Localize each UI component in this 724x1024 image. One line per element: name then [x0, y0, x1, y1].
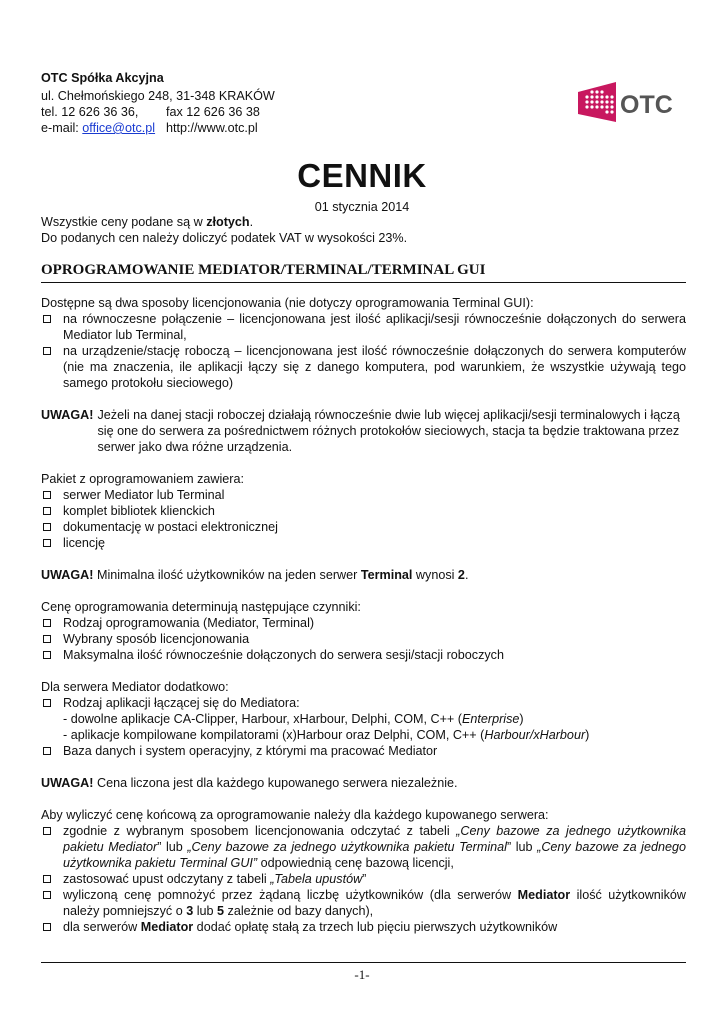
list-item: na urządzenie/stację roboczą – licencjonowana jest ilość równocześnie dołączonych do serwera komputerów (nie ma znaczenia, ile aplikacji łączy się z danego komputera, pod warunkiem, że wszystkie używają tego samego protokołu sieciowego) — [41, 343, 686, 391]
warning-note: UWAGA! Minimalna ilość użytkowników na jeden serwer Terminal wynosi 2. — [41, 568, 469, 582]
warning-label: UWAGA! — [41, 408, 94, 422]
list-item: serwer Mediator lub Terminal — [41, 487, 686, 503]
list-item: zgodnie z wybranym sposobem licencjonowania odczytać z tabeli „Ceny bazowe za jednego użytkownika pakietu Mediator” lub „Ceny bazowe za jednego użytkownika pakietu Terminal” lub „Ceny bazowe za jednego użytkownika pakietu Terminal GUI” odpowiednią cenę bazową licencji, — [41, 823, 686, 871]
list-item: licencję — [41, 535, 686, 551]
section-body — [41, 295, 686, 935]
sub-item: - aplikacje kompilowane kompilatorami (x)Harbour oraz Delphi, COM, C++ (Harbour/xHarbour) — [63, 728, 590, 742]
list-item: Baza danych i system operacyjny, z którymi ma pracować Mediator — [41, 743, 686, 759]
package-list — [41, 487, 686, 551]
logo-text: OTC — [620, 91, 673, 119]
contact-row — [41, 120, 275, 136]
sub-item: - dowolne aplikacje CA-Clipper, Harbour, xHarbour, Delphi, COM, C++ (Enterprise) — [63, 712, 524, 726]
list-item: zastosować upust odczytany z tabeli „Tabela upustów” — [41, 871, 686, 887]
email-label: e-mail: — [41, 121, 83, 135]
factors-list — [41, 615, 686, 663]
email-line — [41, 120, 166, 136]
mediator-lead: Dla serwera Mediator dodatkowo: — [41, 680, 229, 694]
list-item: Rodzaj aplikacji łączącej się do Mediatora: - dowolne aplikacje CA-Clipper, Harbour, xHarbour, Delphi, COM, C++ (Enterprise) - aplikacje kompilowane kompilatorami (x)Harbour oraz Delphi, COM, C++ (Harbour/xHarbour) — [41, 695, 686, 743]
document-date: 01 stycznia 2014 — [314, 200, 410, 214]
otc-logo — [578, 82, 678, 122]
intro-text — [41, 214, 407, 246]
intro-line-2: Do podanych cen należy doliczyć podatek VAT w wysokości 23%. — [41, 231, 408, 245]
page-number: -1- — [354, 967, 370, 982]
otc-logo-graphic — [578, 82, 678, 122]
warning-note: UWAGA! Cena liczona jest dla każdego kupowanego serwera niezależnie. — [41, 776, 458, 790]
licensing-list — [41, 311, 686, 391]
calc-lead: Aby wyliczyć cenę końcową za oprogramowanie należy dla każdego kupowanego serwera: — [41, 808, 549, 822]
list-item: Maksymalna ilość równocześnie dołączonych do serwera sesji/stacji roboczych — [41, 647, 686, 663]
company-name: OTC Spółka Akcyjna — [41, 71, 164, 85]
phone: tel. 12 626 36 36, — [41, 105, 139, 119]
email-link[interactable]: office@otc.pl — [82, 121, 156, 135]
footer-divider — [41, 962, 686, 963]
mediator-list — [41, 695, 686, 759]
calc-list — [41, 823, 686, 935]
list-item: Rodzaj oprogramowania (Mediator, Terminal) — [41, 615, 686, 631]
list-item: dokumentację w postaci elektronicznej — [41, 519, 686, 535]
package-lead: Pakiet z oprogramowaniem zawiera: — [41, 472, 244, 486]
document-title: CENNIK — [297, 157, 427, 194]
warning-text: Jeżeli na danej stacji roboczej działają równocześnie dwie lub więcej aplikacji/sesji terminalowych i łączą się one do serwera za pośrednictwem różnych protokołów sieciowych, stacja ta będzie traktowana przez serwer jako dwa różne urządzenia. — [97, 408, 680, 454]
list-item: Wybrany sposób licencjonowania — [41, 631, 686, 647]
list-item: dla serwerów Mediator dodać opłatę stałą za trzech lub pięciu pierwszych użytkowników — [41, 919, 686, 935]
fax: fax 12 626 36 38 — [166, 105, 260, 119]
company-address: ul. Chełmońskiego 248, 31-348 KRAKÓW — [41, 89, 275, 103]
list-item: wyliczoną cenę pomnożyć przez żądaną liczbę użytkowników (dla serwerów Mediator ilość użytkowników należy pomniejszyć o 3 lub 5 zależnie od bazy danych), — [41, 887, 686, 919]
factors-lead: Cenę oprogramowania determinują następujące czynniki: — [41, 600, 361, 614]
warning-note — [41, 407, 686, 455]
section-heading: OPROGRAMOWANIE MEDIATOR/TERMINAL/TERMINAL GUI — [41, 262, 686, 283]
list-item: na równoczesne połączenie – licencjonowana jest ilość aplikacji/sesji równocześnie dołączonych do serwera Mediator lub Terminal, — [41, 311, 686, 343]
company-header — [41, 70, 275, 136]
website: http://www.otc.pl — [166, 121, 258, 135]
intro-line-1: Wszystkie ceny podane są w złotych. — [41, 215, 254, 229]
licensing-lead: Dostępne są dwa sposoby licencjonowania (nie dotyczy oprogramowania Terminal GUI): — [41, 296, 534, 310]
phone-row — [41, 104, 275, 120]
list-item: komplet bibliotek klienckich — [41, 503, 686, 519]
